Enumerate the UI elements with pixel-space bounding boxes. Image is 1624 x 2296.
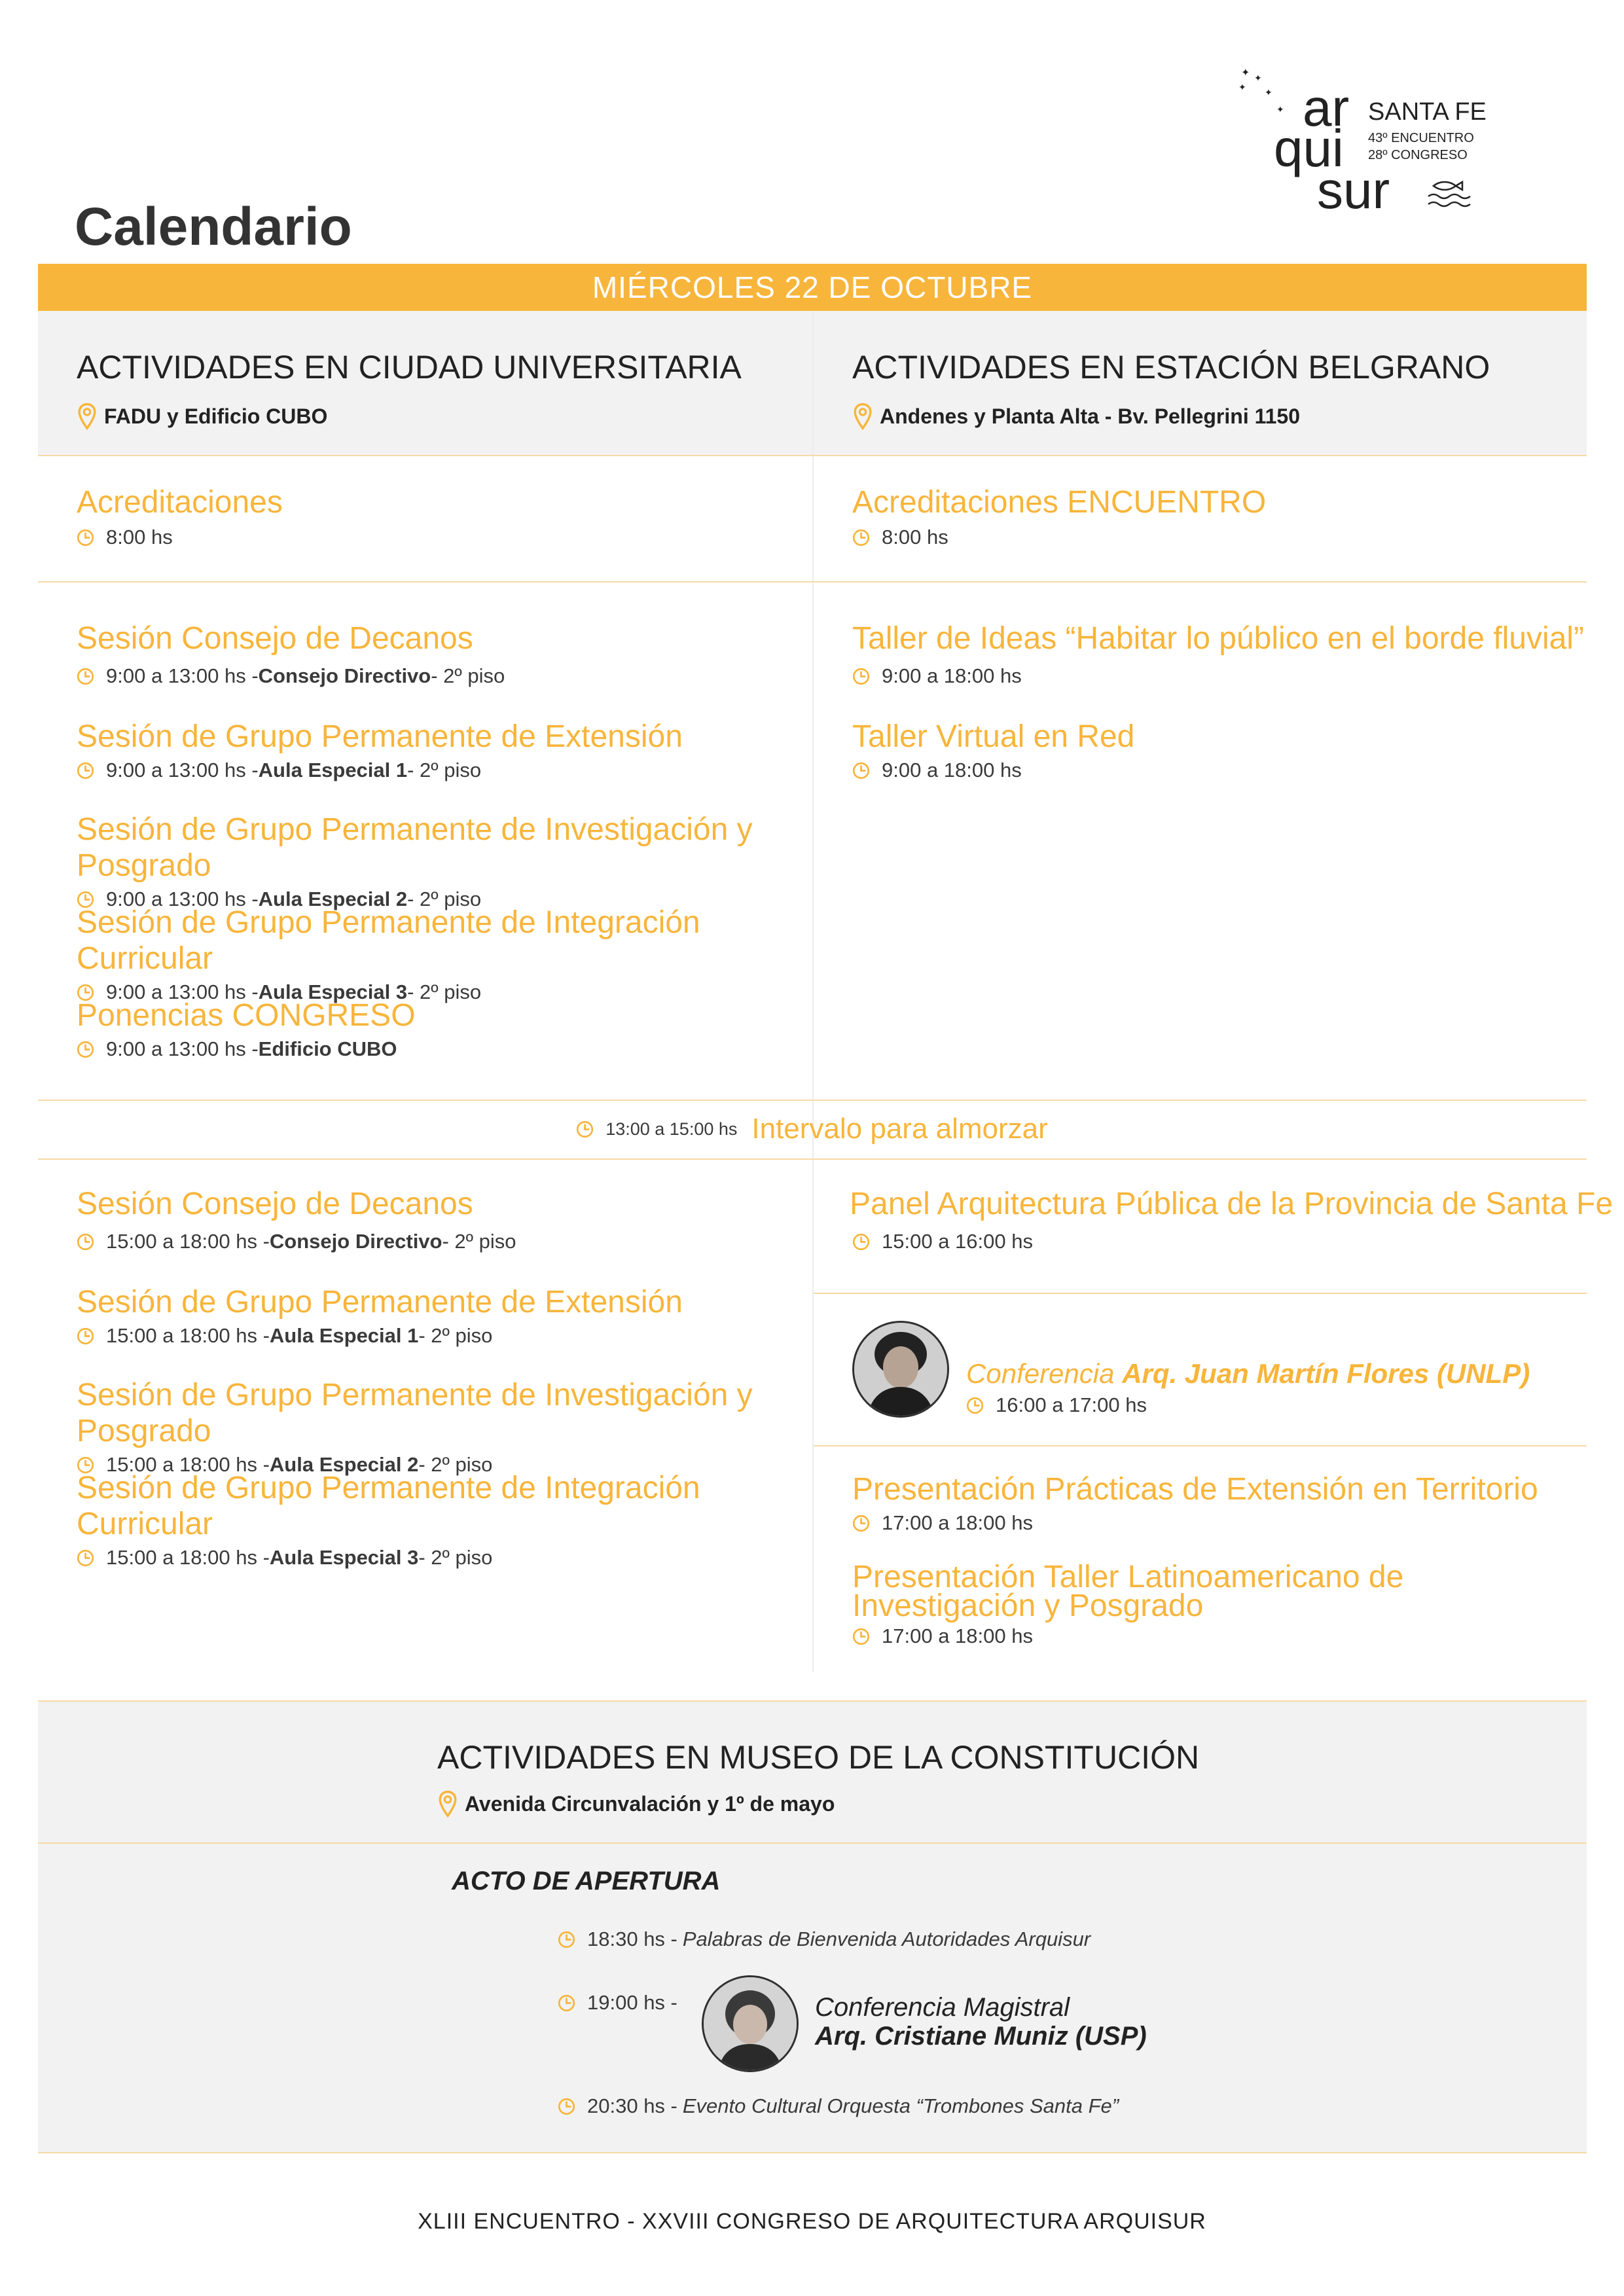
- event-floor: - 2º piso: [442, 1230, 516, 1253]
- divider: [38, 455, 1587, 456]
- footer-text: XLIII ENCUENTRO - XXVIII CONGRESO DE ARQUITECTURA ARQUISUR: [418, 2209, 1206, 2234]
- event-time-text: 15:00 a 16:00 hs: [882, 1230, 1033, 1253]
- museo-title: ACTIVIDADES EN MUSEO DE LA CONSTITUCIÓN: [437, 1739, 1200, 1776]
- divider: [814, 1445, 1587, 1446]
- clock-icon: [576, 1121, 594, 1138]
- event-place: Aula Especial 3: [269, 1546, 419, 1569]
- svg-text:✦: ✦: [1241, 67, 1250, 79]
- acto-item-3: [558, 2094, 1119, 2118]
- acto-conference-line2: Arq. Cristiane Muniz (USP): [815, 2022, 1147, 2051]
- event-title: Taller de Ideas “Habitar lo público en el borde fluvial”: [852, 621, 1584, 656]
- event-time-text: 15:00 a 18:00 hs -: [106, 1324, 270, 1347]
- clock-icon: [852, 1515, 870, 1532]
- acto-text: Palabras de Bienvenida Autoridades Arquisur: [682, 1928, 1091, 1950]
- event-time: [77, 1546, 797, 1570]
- event-time: [77, 526, 283, 549]
- event-title: Sesión de Grupo Permanente de Extensión: [77, 1285, 683, 1319]
- location-pin-icon: [852, 403, 873, 430]
- stars-icon: [1237, 65, 1290, 118]
- event-floor: - 2º piso: [418, 1546, 493, 1569]
- event-place: Consejo Directivo: [258, 664, 431, 687]
- clock-icon: [852, 668, 870, 685]
- svg-text:✦: ✦: [1265, 87, 1272, 98]
- museo-location-text: Avenida Circunvalación y 1º de mayo: [465, 1791, 835, 1816]
- event-title: Taller Virtual en Red: [852, 719, 1135, 754]
- day-banner-text: MIÉRCOLES 22 DE OCTUBRE: [592, 270, 1033, 304]
- right-location-text: Andenes y Planta Alta - Bv. Pellegrini 1150: [880, 404, 1301, 428]
- divider: [814, 1293, 1587, 1294]
- event-time-text: 15:00 a 18:00 hs -: [106, 1453, 270, 1476]
- svg-text:✦: ✦: [1276, 104, 1284, 115]
- event-title: Panel Arquitectura Pública de la Provincia de Santa Fe: [850, 1187, 1614, 1221]
- logo-sur: sur: [1317, 161, 1390, 219]
- event-time: [77, 1230, 516, 1253]
- acto-heading: ACTO DE APERTURA: [452, 1867, 721, 1895]
- right-location: [852, 403, 1300, 430]
- acto-time: 19:00 hs -: [587, 1991, 677, 2014]
- event-time-text: 15:00 a 18:00 hs -: [106, 1230, 270, 1253]
- acto-time: 20:30 hs -: [587, 2094, 677, 2117]
- conference-flores: [966, 1358, 1530, 1417]
- clock-icon: [852, 1233, 870, 1251]
- clock-icon: [966, 1397, 984, 1414]
- clock-icon: [852, 529, 870, 547]
- event-time-text: 9:00 a 13:00 hs -: [106, 980, 259, 1003]
- list-item: [852, 1560, 1566, 1648]
- clock-icon: [558, 2098, 575, 2115]
- list-item: [77, 1284, 683, 1348]
- day-banner: [38, 264, 1587, 311]
- left-acc-block: [77, 484, 283, 549]
- logo-ar: ar: [1303, 79, 1350, 137]
- list-item: [852, 719, 1134, 782]
- list-item: [77, 620, 505, 688]
- left-location-text: FADU y Edificio CUBO: [104, 404, 328, 428]
- divider: [38, 1842, 1587, 1844]
- column-divider: [812, 311, 814, 1672]
- list-item: [77, 997, 416, 1061]
- event-place: Aula Especial 2: [269, 1453, 419, 1476]
- event-time: [77, 664, 505, 688]
- event-title: Sesión de Grupo Permanente de Integración Curricular: [77, 905, 700, 976]
- event-time: [77, 759, 683, 782]
- divider: [38, 2152, 1587, 2153]
- person-icon: [854, 1323, 947, 1416]
- right-acc-block: [852, 484, 1266, 549]
- event-time-text: 8:00 hs: [106, 526, 173, 548]
- event-place: Edificio CUBO: [258, 1037, 397, 1060]
- event-time-text: 16:00 a 17:00 hs: [996, 1393, 1147, 1416]
- conference-speaker: Arq. Juan Martín Flores (UNLP): [1122, 1358, 1530, 1389]
- svg-text:✦: ✦: [1238, 82, 1246, 92]
- event-place: Consejo Directivo: [269, 1230, 442, 1253]
- event-time-text: 17:00 a 18:00 hs: [882, 1624, 1033, 1647]
- event-time-text: 9:00 a 13:00 hs -: [106, 759, 259, 781]
- svg-text:✦: ✦: [1254, 73, 1262, 83]
- event-time: [852, 664, 1584, 688]
- list-item: [852, 620, 1584, 688]
- acto-item-1: [558, 1928, 1091, 1951]
- logo-congreso: 28º CONGRESO: [1368, 148, 1468, 162]
- event-title: Sesión de Grupo Permanente de Extensión: [77, 719, 683, 754]
- footer: [0, 2209, 1624, 2234]
- event-title: Sesión de Grupo Permanente de Investigación y Posgrado: [77, 1378, 753, 1448]
- clock-icon: [77, 529, 94, 547]
- divider: [38, 1158, 1587, 1160]
- event-floor: - 2º piso: [431, 664, 505, 687]
- clock-icon: [558, 1931, 575, 1948]
- event-title: Acreditaciones: [77, 485, 283, 520]
- event-floor: - 2º piso: [407, 888, 482, 910]
- acto-conference-line1: Conferencia Magistral: [815, 1993, 1070, 2022]
- left-section-title: ACTIVIDADES EN CIUDAD UNIVERSITARIA: [77, 349, 742, 386]
- list-item: [77, 719, 683, 782]
- event-time-text: 15:00 a 18:00 hs -: [106, 1546, 270, 1569]
- conference-title: [966, 1358, 1530, 1390]
- event-place: Aula Especial 2: [258, 888, 408, 910]
- event-time-text: 17:00 a 18:00 hs: [882, 1511, 1033, 1534]
- event-title: Acreditaciones ENCUENTRO: [852, 485, 1267, 520]
- acto-text: Evento Cultural Orquesta “Trombones Santa Fe”: [682, 2094, 1119, 2117]
- speaker-photo-flores: [852, 1321, 949, 1418]
- event-time: [77, 1324, 683, 1348]
- clock-icon: [77, 1549, 94, 1567]
- event-time-text: 8:00 hs: [882, 526, 948, 548]
- event-time: [852, 526, 1266, 549]
- list-item: [77, 812, 797, 911]
- event-title: Sesión de Grupo Permanente de Integración Curricular: [77, 1471, 700, 1541]
- right-section-title: ACTIVIDADES EN ESTACIÓN BELGRANO: [852, 349, 1490, 386]
- event-floor: - 2º piso: [418, 1453, 493, 1476]
- list-item: [77, 1186, 516, 1253]
- event-floor: - 2º piso: [407, 980, 482, 1003]
- list-item: [852, 1471, 1538, 1535]
- event-time-text: 9:00 a 18:00 hs: [882, 759, 1022, 781]
- event-floor: - 2º piso: [407, 759, 482, 781]
- speaker-photo-muniz: [702, 1975, 799, 2072]
- event-time-text: 9:00 a 13:00 hs -: [106, 888, 259, 910]
- acto-time: 18:30 hs -: [587, 1928, 677, 1950]
- list-item: [77, 1470, 797, 1570]
- event-title: Sesión Consejo de Decanos: [77, 621, 473, 656]
- event-time: [852, 759, 1134, 782]
- clock-icon: [77, 762, 94, 780]
- event-title: Sesión de Grupo Permanente de Investigación y Posgrado: [77, 812, 753, 883]
- clock-icon: [77, 1327, 94, 1345]
- event-title: Presentación Taller Latinoamericano de Investigación y Posgrado: [852, 1560, 1404, 1623]
- clock-icon: [852, 762, 870, 780]
- event-time: [852, 1511, 1538, 1535]
- event-place: Aula Especial 3: [258, 980, 408, 1003]
- lunch-label: Intervalo para almorzar: [751, 1113, 1048, 1145]
- left-location: [77, 403, 327, 430]
- acto-conference: [815, 1993, 1147, 2051]
- museo-location: [437, 1790, 835, 1818]
- list-item: [77, 905, 797, 1004]
- clock-icon: [852, 1628, 870, 1645]
- list-item: [77, 1377, 797, 1477]
- divider: [38, 1700, 1587, 1702]
- page-title: Calendario: [75, 197, 352, 257]
- event-place: Aula Especial 1: [258, 759, 408, 781]
- event-time: [852, 1624, 1566, 1648]
- event-time-text: 9:00 a 18:00 hs: [882, 664, 1022, 687]
- acto-item-2: [558, 1991, 677, 2015]
- clock-icon: [77, 668, 94, 685]
- logo-encuentro: 43º ENCUENTRO: [1368, 131, 1474, 145]
- event-time: [966, 1393, 1530, 1417]
- event-title: Ponencias CONGRESO: [77, 998, 416, 1033]
- lunch-time: 13:00 a 15:00 hs: [605, 1119, 738, 1139]
- person-icon: [704, 1977, 797, 2070]
- event-place: Aula Especial 1: [269, 1324, 419, 1347]
- clock-icon: [558, 1994, 575, 2012]
- logo: [1237, 65, 1499, 219]
- event-time-text: 9:00 a 13:00 hs -: [106, 1037, 259, 1060]
- conference-prefix: Conferencia: [966, 1358, 1123, 1389]
- clock-icon: [77, 1041, 94, 1058]
- logo-city: SANTA FE: [1368, 98, 1487, 126]
- location-pin-icon: [77, 403, 98, 430]
- logo-qui: qui: [1274, 119, 1344, 177]
- clock-icon: [77, 1233, 94, 1251]
- event-floor: - 2º piso: [418, 1324, 493, 1347]
- event-title: Presentación Prácticas de Extensión en Territorio: [852, 1472, 1538, 1507]
- fish-waves-icon: [1426, 177, 1478, 209]
- panel-block: [850, 1186, 1613, 1253]
- divider: [38, 581, 1587, 583]
- event-title: Sesión Consejo de Decanos: [77, 1187, 473, 1221]
- lunch-break: [0, 1113, 1624, 1145]
- location-pin-icon: [437, 1790, 458, 1818]
- divider: [38, 1100, 1587, 1101]
- event-time: [77, 1037, 416, 1061]
- event-time-text: 9:00 a 13:00 hs -: [106, 664, 259, 687]
- event-time: [852, 1230, 1613, 1253]
